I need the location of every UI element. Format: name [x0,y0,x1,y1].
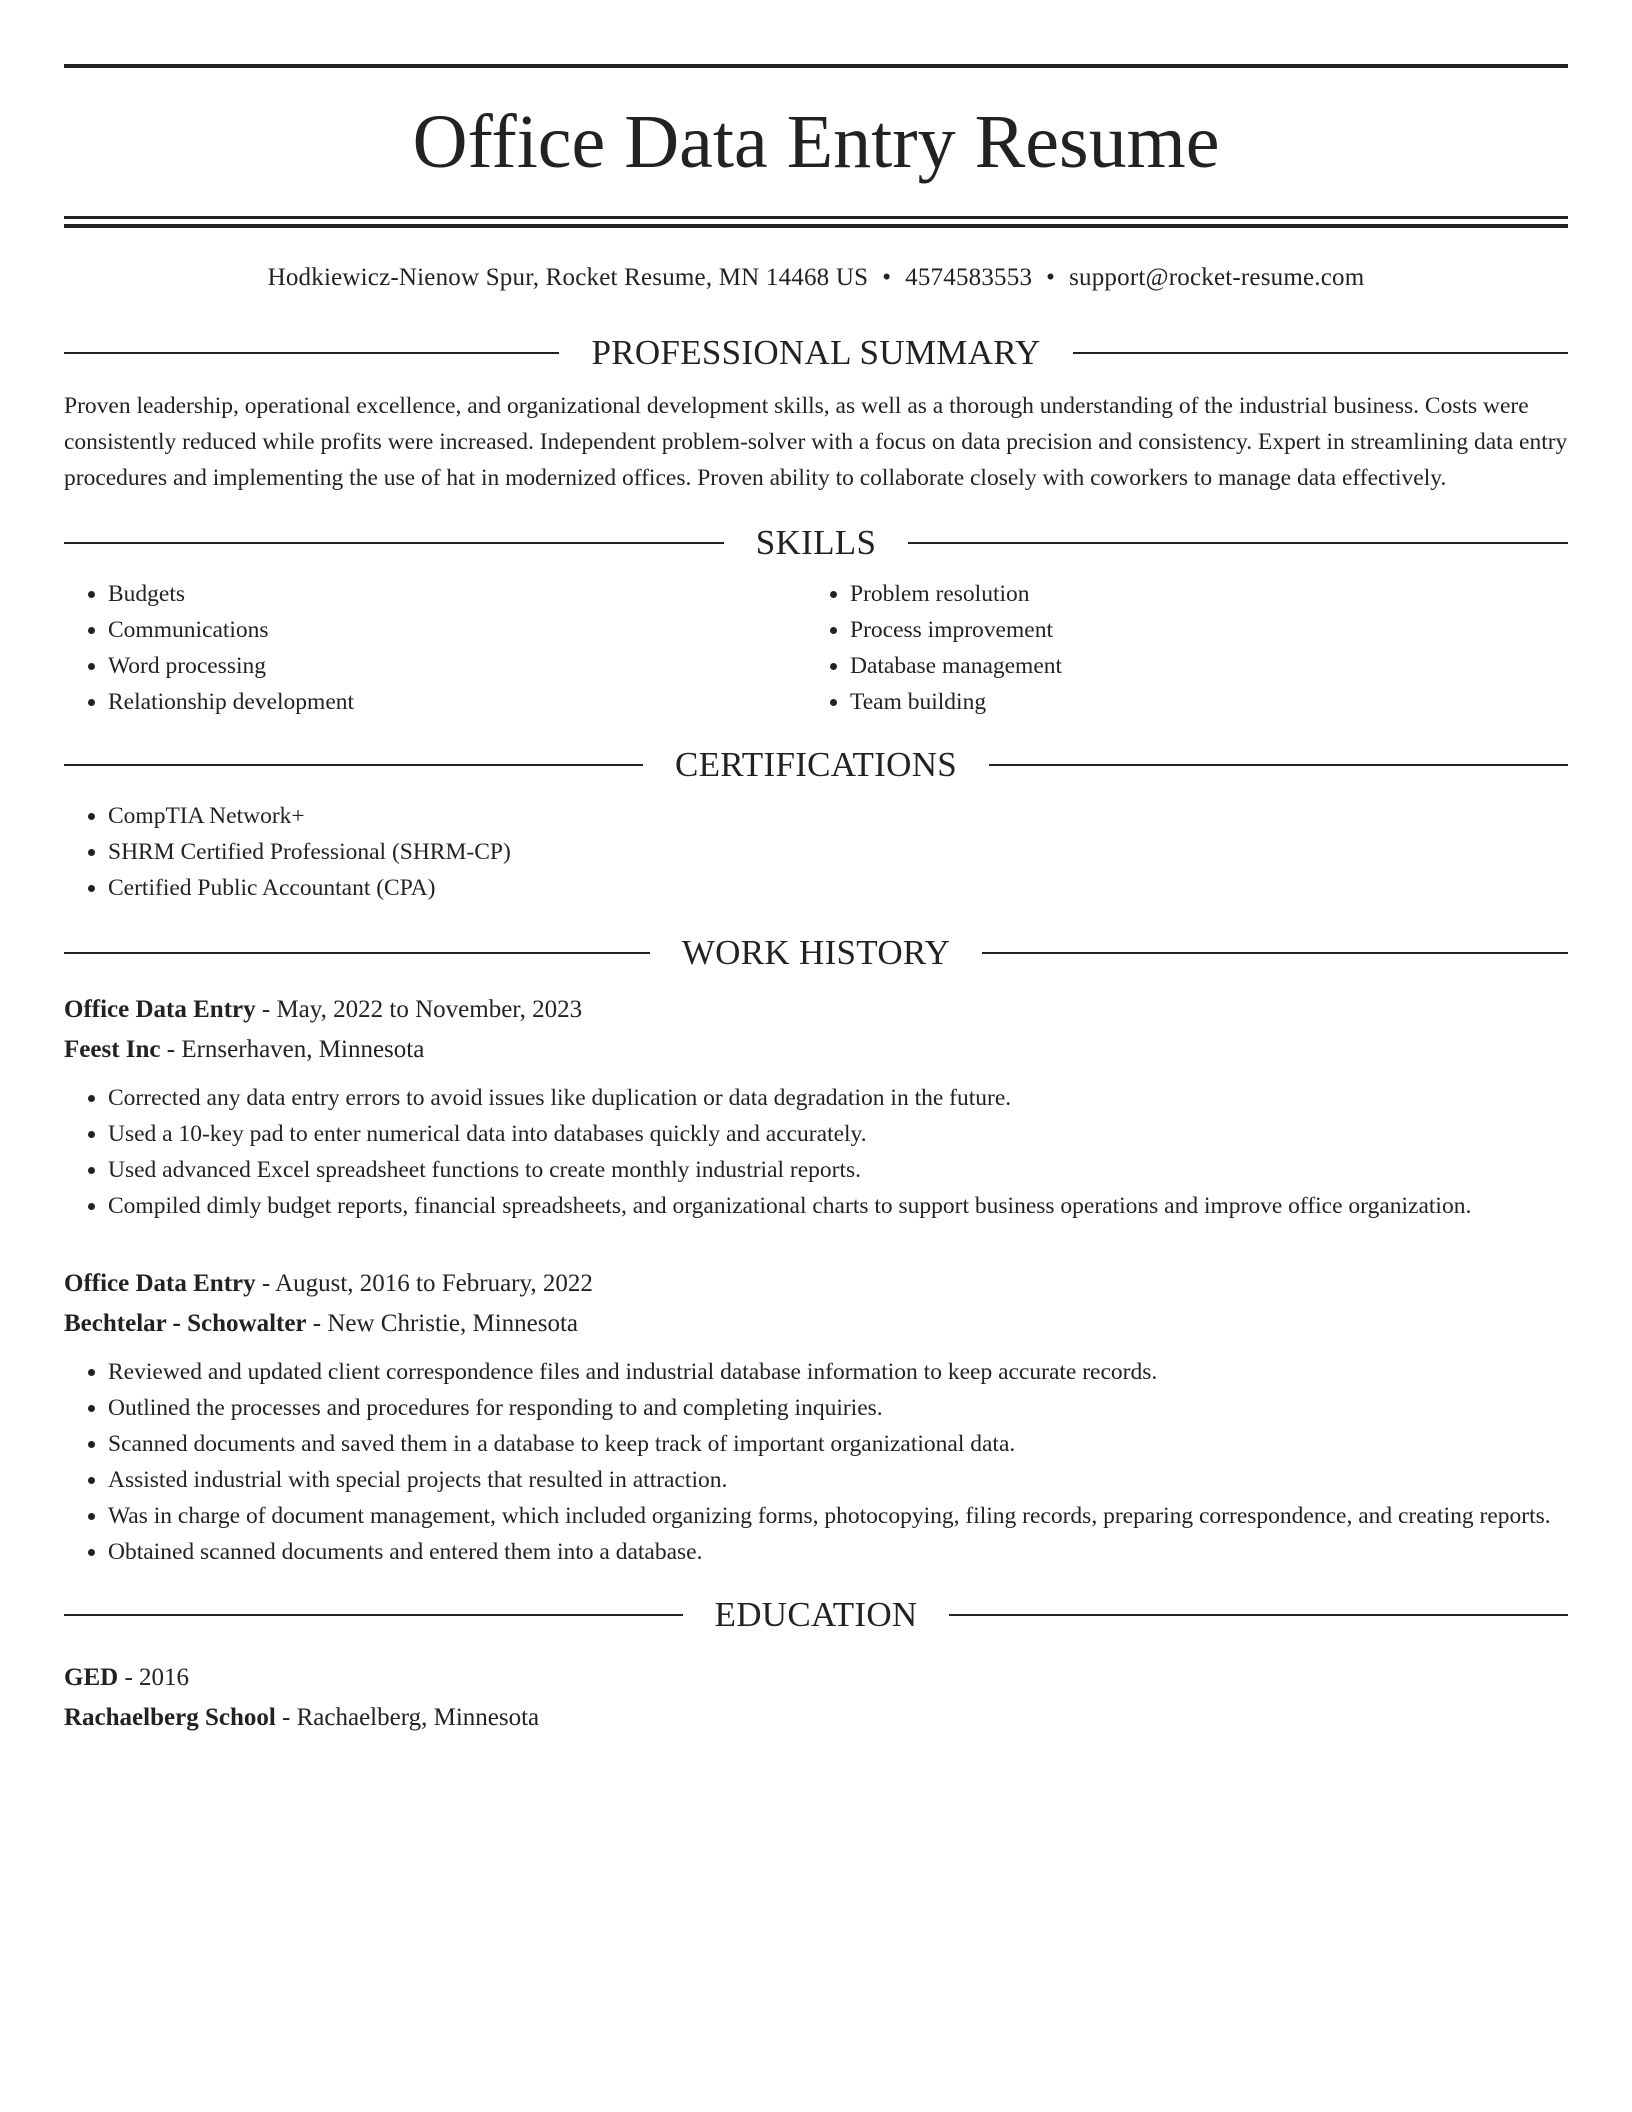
certification-item: • Certified Public Accountant (CPA) [108,870,1568,906]
section-label: PROFESSIONAL SUMMARY [591,333,1041,372]
heading-rule [64,542,724,544]
heading-rule [989,764,1568,766]
skills-column-left [64,576,806,720]
job-bullet: • Corrected any data entry errors to avoid issues like duplication or data degradation in the future. [108,1080,1568,1116]
contact-separator: • [1046,264,1056,291]
heading-rule [64,764,643,766]
job-company-line [64,1304,1568,1344]
skill-item: • Problem resolution [850,576,1548,612]
section-heading-skills [64,518,1568,568]
job-title: Office Data Entry [64,1270,256,1297]
job-bullet: • Reviewed and updated client correspondence files and industrial database information to keep accurate records. [108,1354,1568,1390]
skill-item: • Budgets [108,576,806,612]
job-entry [64,1264,1568,1570]
education-year: - 2016 [118,1664,190,1691]
job-bullet: • Outlined the processes and procedures for responding to and completing inquiries. [108,1390,1568,1426]
heading-rule [64,952,650,954]
job-company: Feest Inc [64,1036,161,1063]
section-heading-certifications [64,740,1568,790]
job-title-line [64,990,1568,1030]
heading-rule [64,1614,683,1616]
job-dates: - August, 2016 to February, 2022 [255,1270,593,1297]
job-company-line [64,1030,1568,1070]
job-bullet: • Was in charge of document management, which included organizing forms, photocopying, filing records, preparing correspondence, and creating reports. [108,1498,1568,1534]
job-bullet: • Obtained scanned documents and entered them into a database. [108,1534,1568,1570]
top-rule [64,64,1568,68]
skills-column-right [806,576,1548,720]
job-bullet: • Used advanced Excel spreadsheet functions to create monthly industrial reports. [108,1152,1568,1188]
section-heading-summary [64,328,1568,378]
heading-rule [1073,352,1568,354]
education-location: - Rachaelberg, Minnesota [275,1704,540,1731]
contact-address: Hodkiewicz-Nienow Spur, Rocket Resume, MN 14468 US [267,264,869,291]
skill-item: • Word processing [108,648,806,684]
heading-rule [949,1614,1568,1616]
contact-line [64,262,1568,294]
job-bullet: • Compiled dimly budget reports, financial spreadsheets, and organizational charts to support business operations and improve office organization. [108,1188,1568,1224]
skill-item: • Team building [850,684,1548,720]
education-school: Rachaelberg School [64,1704,276,1731]
section-label: CERTIFICATIONS [674,745,958,784]
job-dates: - May, 2022 to November, 2023 [255,996,583,1023]
heading-rule [908,542,1568,544]
contact-email: support@rocket-resume.com [1069,264,1365,291]
job-company: Bechtelar - Schowalter [64,1310,307,1337]
job-location: - New Christie, Minnesota [306,1310,579,1337]
job-bullet: • Scanned documents and saved them in a database to keep track of important organizational data. [108,1426,1568,1462]
skills-grid [64,576,1568,720]
summary-text: Proven leadership, operational excellence, and organizational development skills, as well as a thorough understanding of the industrial business. Costs were consistently reduced while profits were increased. Independent problem-solver with a focus on data precision and consistency. Expert in streamlining data entry procedures and implementing the use of hat in modernized offices. Proven ability to collaborate closely with coworkers to manage data effectively. [64,393,1568,491]
education-degree: GED [64,1664,119,1691]
resume-title: Office Data Entry Resume [412,100,1220,184]
job-bullets [64,1354,1568,1570]
job-location: - Ernserhaven, Minnesota [160,1036,425,1063]
education-degree-line [64,1658,1568,1698]
skill-item: • Relationship development [108,684,806,720]
job-bullet: • Assisted industrial with special projects that resulted in attraction. [108,1462,1568,1498]
skill-item: • Database management [850,648,1548,684]
heading-rule [982,952,1568,954]
education-school-line [64,1698,1568,1738]
section-label: WORK HISTORY [681,933,951,972]
skill-item: • Communications [108,612,806,648]
section-heading-work-history [64,928,1568,978]
certification-item: • CompTIA Network+ [108,798,1568,834]
heading-rule [64,352,559,354]
certification-item: • SHRM Certified Professional (SHRM-CP) [108,834,1568,870]
title-double-rule [64,216,1568,228]
job-entry [64,990,1568,1224]
job-bullets [64,1080,1568,1224]
contact-separator: • [882,264,892,291]
education-entry [64,1658,1568,1738]
skill-item: • Process improvement [850,612,1548,648]
job-bullet: • Used a 10-key pad to enter numerical data into databases quickly and accurately. [108,1116,1568,1152]
resume-page [64,64,1568,1738]
section-label: SKILLS [755,523,877,562]
contact-phone: 4574583553 [905,264,1033,291]
job-title-line [64,1264,1568,1304]
section-label: EDUCATION [714,1595,918,1634]
job-title: Office Data Entry [64,996,256,1023]
section-heading-education [64,1590,1568,1640]
certifications-list [64,798,1568,906]
